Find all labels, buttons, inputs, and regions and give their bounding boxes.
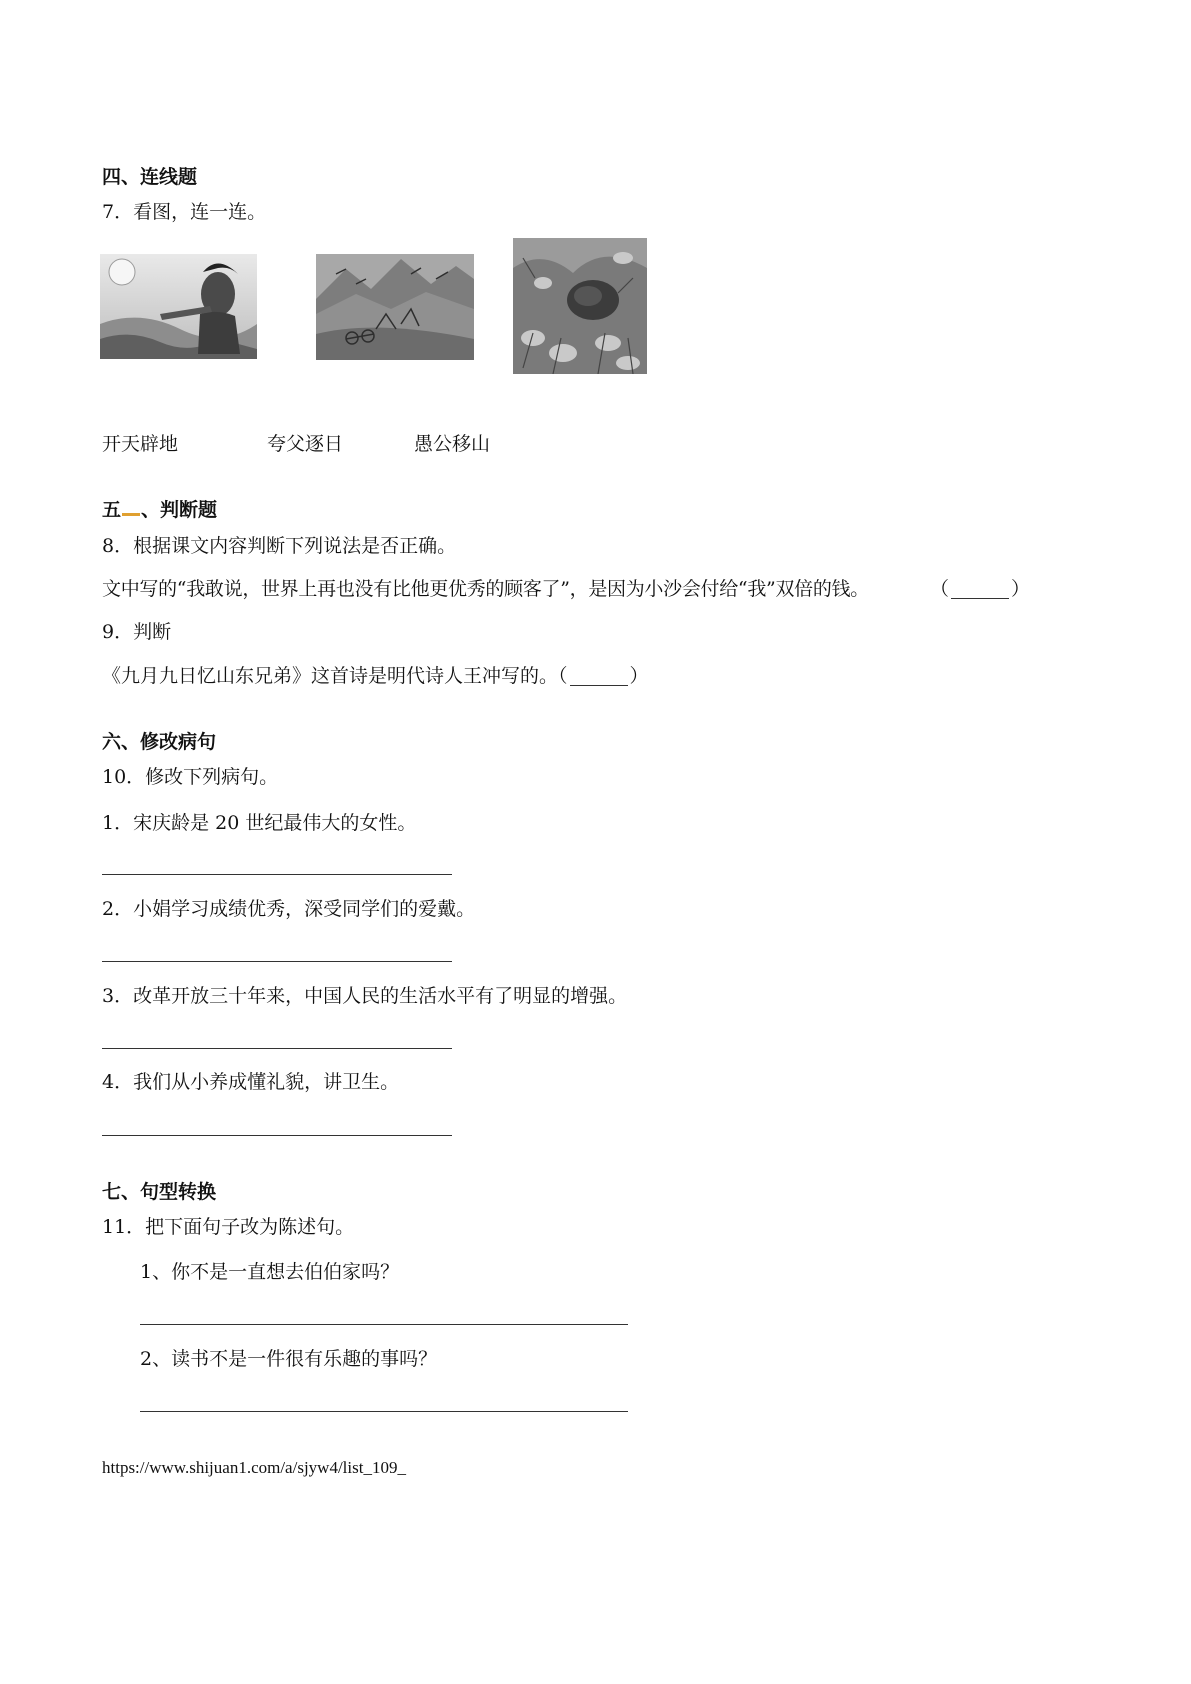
section7-heading: 七、句型转换 <box>102 1181 217 1203</box>
question-9-blank[interactable] <box>570 669 628 686</box>
conversion-answer-line-2[interactable] <box>140 1411 628 1412</box>
sentence-3: 3．改革开放三十年来，中国人民的生活水平有了明显的增强。 <box>102 985 628 1007</box>
sentence-2: 2．小娟学习成绩优秀，深受同学们的爱戴。 <box>102 898 476 920</box>
section6-heading: 六、修改病句 <box>102 731 217 753</box>
section4-heading: 四、连线题 <box>102 166 198 188</box>
answer-line-3[interactable] <box>102 1048 452 1049</box>
question-8-statement: 文中写的“我敢说，世界上再也没有比他更优秀的顾客了”，是因为小沙会付给“我”双倍的钱。 <box>102 578 869 600</box>
label-yugongyishan: 愚公移山 <box>414 433 491 455</box>
conversion-sentence-1: 1、你不是一直想去伯伯家吗？ <box>140 1261 400 1283</box>
label-kuafuzhuri: 夸父逐日 <box>267 433 344 455</box>
question-9: 9．判断 <box>102 621 172 643</box>
question-9-statement: 《九月九日忆山东兄弟》这首诗是明代诗人王冲写的。（ ） <box>102 665 649 687</box>
question-8: 8．根据课文内容判断下列说法是否正确。 <box>102 535 457 557</box>
conversion-sentence-2: 2、读书不是一件很有乐趣的事吗？ <box>140 1348 438 1370</box>
sentence-1: 1．宋庆龄是 20 世纪最伟大的女性。 <box>102 812 417 834</box>
section5-heading: 五 、判断题 <box>102 499 218 521</box>
image-pangu <box>100 254 257 359</box>
question-7: 7．看图，连一连。 <box>102 201 267 223</box>
sentence-4: 4．我们从小养成懂礼貌，讲卫生。 <box>102 1071 400 1093</box>
answer-line-2[interactable] <box>102 961 452 962</box>
question-8-answer: （ ） <box>930 578 1031 600</box>
answer-line-1[interactable] <box>102 874 452 875</box>
question-10: 10．修改下列病句。 <box>102 766 279 788</box>
answer-line-4[interactable] <box>102 1135 452 1136</box>
footer-url[interactable]: https://www.shijuan1.com/a/sjyw4/list_109_ <box>102 1458 406 1477</box>
conversion-answer-line-1[interactable] <box>140 1324 628 1325</box>
image-kuafu <box>316 254 474 360</box>
label-kaitianpidi: 开天辟地 <box>102 433 179 455</box>
image-yugong <box>513 238 647 374</box>
question-11: 11．把下面句子改为陈述句。 <box>102 1216 355 1238</box>
question-8-blank[interactable] <box>951 582 1009 599</box>
